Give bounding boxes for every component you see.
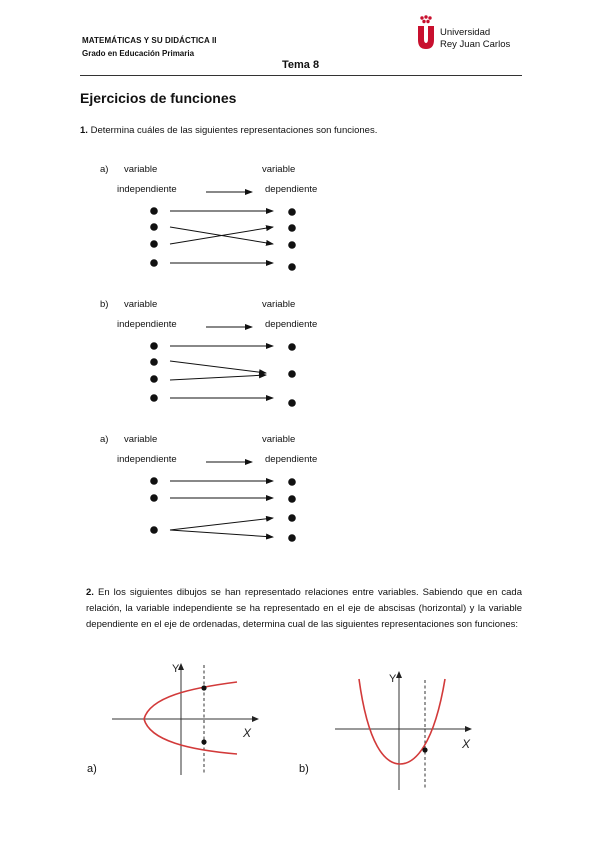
diagram3-right-bottom: dependiente: [265, 454, 318, 465]
diagram1-left-bottom: independiente: [117, 184, 177, 195]
graph-a-curve: [144, 682, 237, 754]
diagram2-right-bottom: dependiente: [265, 319, 318, 330]
graph-b-intersection-point: [422, 747, 427, 752]
graph-a: [112, 664, 258, 775]
graph-b-letter: b): [299, 763, 309, 775]
topic-label: Tema 8: [282, 59, 320, 71]
graph-b: [335, 672, 471, 790]
degree-name: Grado en Educación Primaria: [82, 49, 195, 58]
diagram3-left-top: variable: [124, 434, 158, 445]
graph-a-intersection-point: [201, 739, 206, 744]
exercise1-text: Determina cuáles de las siguientes representaciones son funciones.: [90, 125, 378, 136]
graph-b-x-label: X: [462, 737, 471, 751]
graph-b-curve: [359, 679, 445, 764]
diagram2-left-bottom: independiente: [117, 319, 177, 330]
diagram2-right-top: variable: [262, 299, 296, 310]
diagram3-letter: a): [100, 434, 109, 445]
diagram3-left-bottom: independiente: [117, 454, 177, 465]
university-line1: Universidad: [440, 27, 491, 38]
diagram2-left-top: variable: [124, 299, 158, 310]
diagram2-letter: b): [100, 299, 109, 310]
university-line2: Rey Juan Carlos: [440, 39, 511, 50]
graph-a-letter: a): [87, 763, 97, 775]
page-title: Ejercicios de funciones: [80, 90, 237, 106]
course-title: MATEMÁTICAS Y SU DIDÁCTICA II: [82, 36, 217, 45]
exercise2-number: 2.: [86, 587, 94, 598]
graph-a-x-label: X: [243, 726, 252, 740]
diagram1-letter: a): [100, 164, 109, 175]
diagram1-left-top: variable: [124, 164, 158, 175]
diagram1-right-top: variable: [262, 164, 296, 175]
graph-a-intersection-point: [201, 685, 206, 690]
graph-a-y-label: Y: [172, 663, 180, 675]
diagram3-right-top: variable: [262, 434, 296, 445]
exercise1-number: 1.: [80, 125, 88, 136]
graph-b-y-label: Y: [389, 673, 397, 685]
exercise2-text: En los siguientes dibujos se han representado relaciones entre variables. Sabiendo que en cada relación, la variable independiente se ha representado en el eje de abscisas (horizontal) y la variable dependiente en el eje de ordenadas, determina cual de las siguientes representaciones son funciones:: [86, 587, 523, 630]
diagram1-right-bottom: dependiente: [265, 184, 318, 195]
